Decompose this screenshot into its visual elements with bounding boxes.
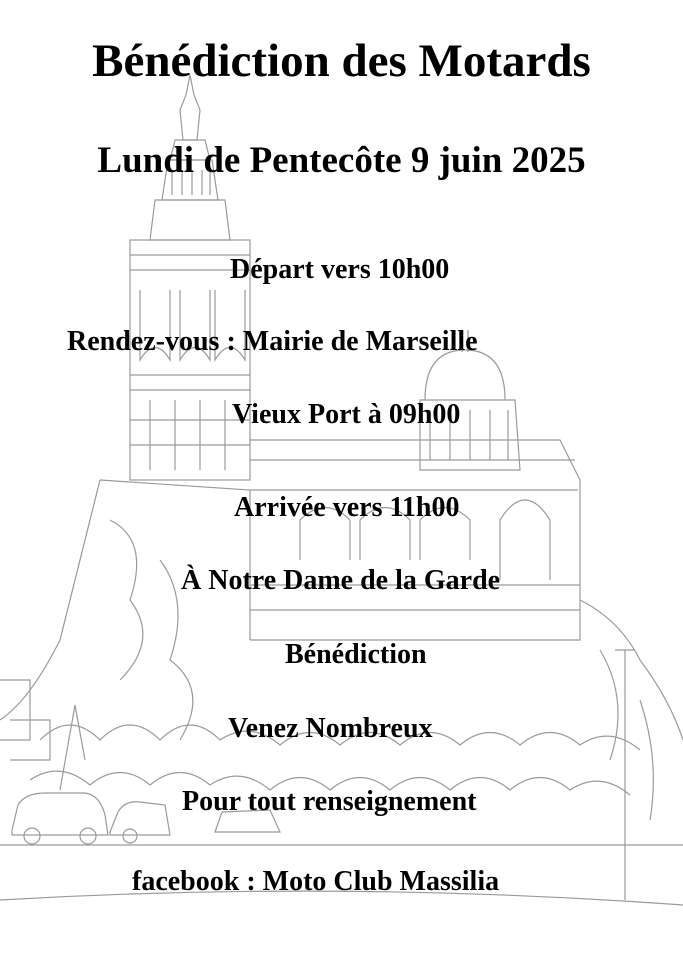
event-date: Lundi de Pentecôte 9 juin 2025 [97, 140, 586, 181]
arrival-time: Arrivée vers 11h00 [234, 492, 460, 523]
invitation-text: Venez Nombreux [228, 713, 433, 744]
facebook-contact: facebook : Moto Club Massilia [132, 866, 500, 897]
departure-time: Départ vers 10h00 [230, 254, 450, 285]
blessing-label: Bénédiction [285, 639, 427, 670]
meeting-point: Rendez-vous : Mairie de Marseille [67, 326, 478, 357]
poster-title: Bénédiction des Motards [92, 35, 591, 87]
info-heading: Pour tout renseignement [182, 786, 477, 817]
destination: À Notre Dame de la Garde [181, 565, 501, 596]
meeting-time: Vieux Port à 09h00 [232, 399, 461, 430]
